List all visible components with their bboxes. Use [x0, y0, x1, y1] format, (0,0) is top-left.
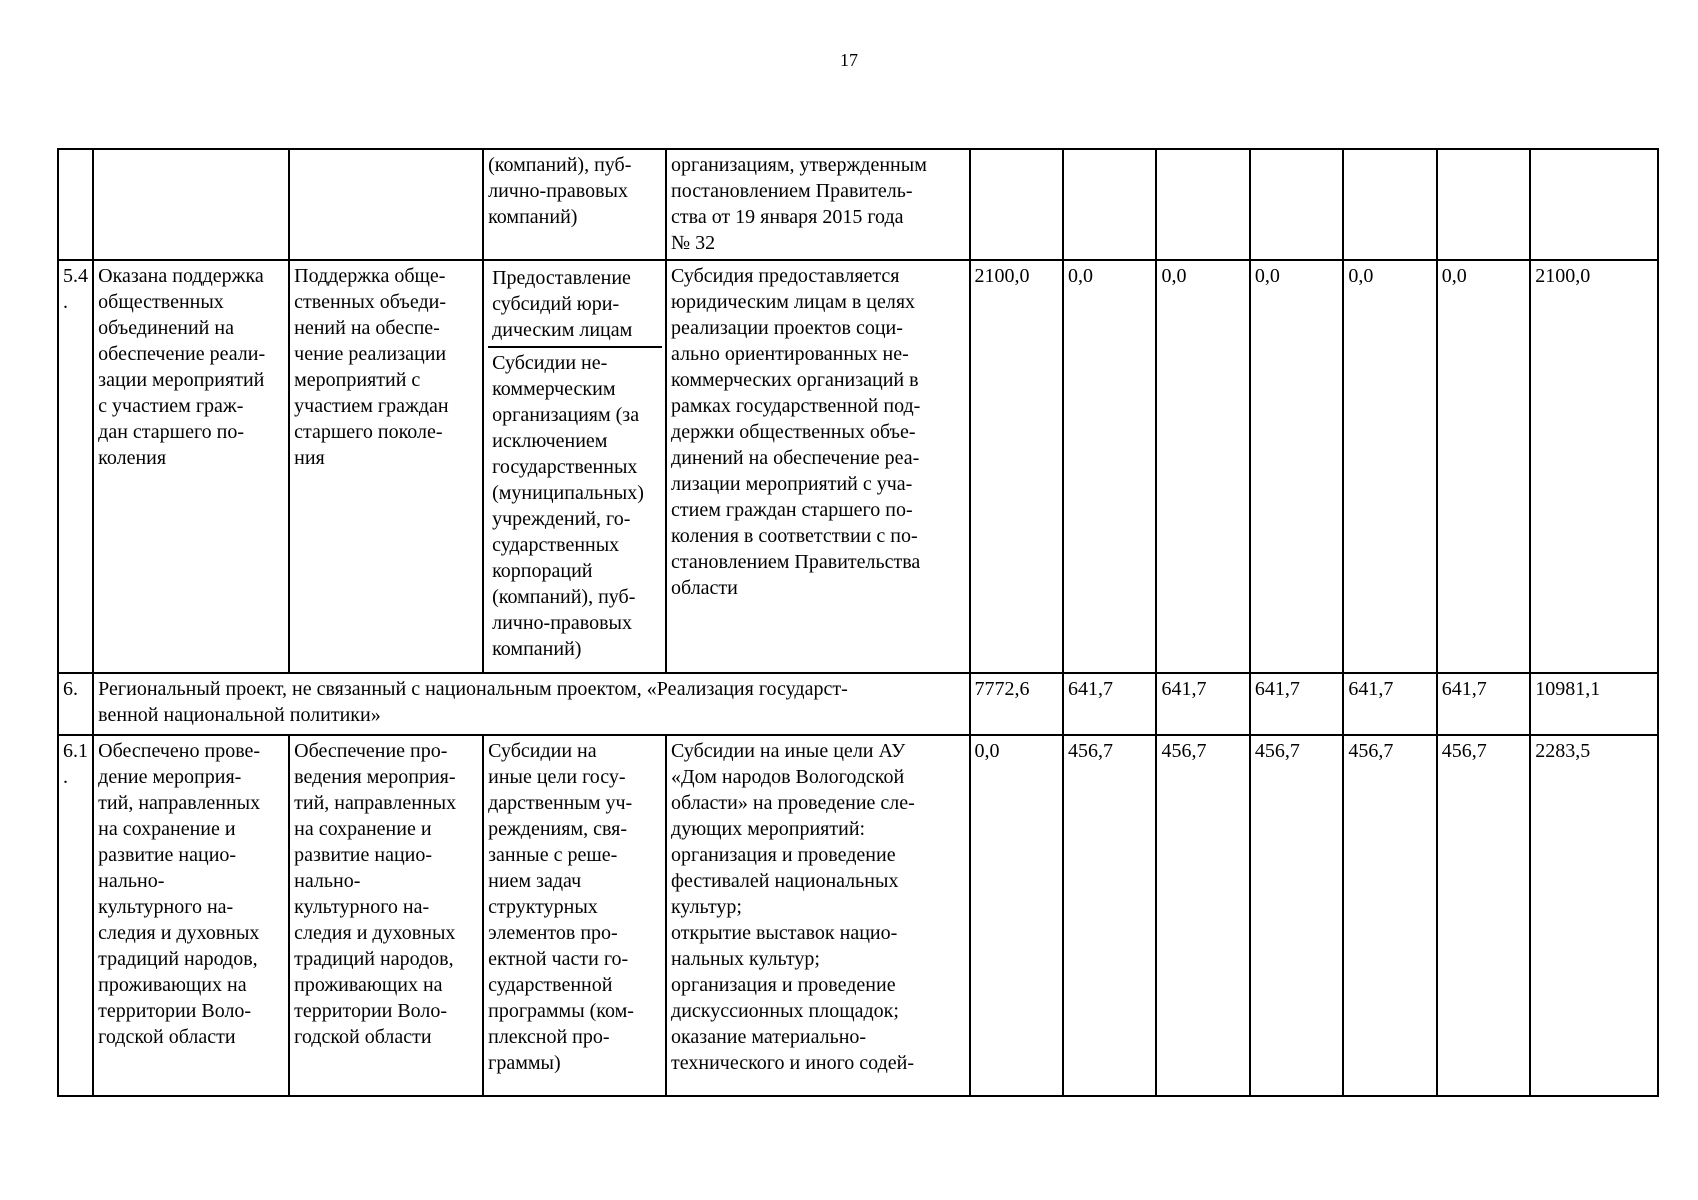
measure-cell: [289, 149, 483, 260]
table-row: [58, 260, 1658, 673]
value-cell: 0,0: [1156, 260, 1249, 673]
description-cell: Субсидии на иные цели АУ «Дом народов Вологодской области» на проведение сле- дующих мероприятий: организация и проведение фестивалей национальных культур; открытие выставок нацио- нальных культур; организация и проведение дискуссионных площадок; оказание материально- технического и иного содей-: [666, 735, 970, 1096]
value-cell: 0,0: [1437, 260, 1530, 673]
total-cell: 10981,1: [1530, 673, 1658, 735]
value-cell: 456,7: [1437, 735, 1530, 1096]
result-cell: [93, 149, 289, 260]
measure-cell: Поддержка обще- ственных объеди- нений на обеспе- чение реализации мероприятий с участием граждан старшего поколе- ния: [289, 260, 483, 673]
row-number: 5.4.: [58, 260, 93, 673]
page-number: 17: [840, 50, 858, 70]
total-cell: 2100,0: [1530, 260, 1658, 673]
value-cell: 2100,0: [970, 260, 1063, 673]
value-cell: 456,7: [1343, 735, 1436, 1096]
value-cell: 456,7: [1063, 735, 1156, 1096]
value-cell: 641,7: [1156, 673, 1249, 735]
value-cell: 0,0: [1250, 260, 1343, 673]
result-cell: Оказана поддержка общественных объединений на обеспечение реали- зации мероприятий с участием граж- дан старшего по- коления: [93, 260, 289, 673]
value-cell: 641,7: [1250, 673, 1343, 735]
direction-subtype: Субсидии не- коммерческим организациям (за исключением государственных (муниципальных) учреждений, го- сударственных корпораций (компаний), пуб- лично-правовых компаний): [492, 352, 644, 660]
value-cell: [970, 149, 1063, 260]
value-cell: 641,7: [1437, 673, 1530, 735]
row-number: 6.1.: [58, 735, 93, 1096]
value-cell: [1250, 149, 1343, 260]
value-cell: [1063, 149, 1156, 260]
direction-cell: [483, 260, 666, 673]
value-cell: 456,7: [1250, 735, 1343, 1096]
row-number: [58, 149, 93, 260]
table-row: [58, 735, 1658, 1096]
table-row: [58, 673, 1658, 735]
result-cell: Обеспечено прове- дение мероприя- тий, направленных на сохранение и развитие нацио- нально- культурного на- следия и духовных традиций народов, проживающих на территории Воло- годской области: [93, 735, 289, 1096]
value-cell: [1156, 149, 1249, 260]
value-cell: 0,0: [970, 735, 1063, 1096]
value-cell: 641,7: [1343, 673, 1436, 735]
value-cell: 641,7: [1063, 673, 1156, 735]
table-row: [58, 149, 1658, 260]
total-cell: [1530, 149, 1658, 260]
measure-cell: Обеспечение про- ведения мероприя- тий, направленных на сохранение и развитие нацио- нально- культурного на- следия и духовных традиций народов, проживающих на территории Воло- годской области: [289, 735, 483, 1096]
direction-type: Предоставление субсидий юри- дическим лицам: [488, 263, 662, 348]
project-title-cell: Региональный проект, не связанный с национальным проектом, «Реализация государст- венной национальной политики»: [93, 673, 969, 735]
value-cell: 456,7: [1156, 735, 1249, 1096]
direction-cell: (компаний), пуб- лично-правовых компаний): [483, 149, 666, 260]
program-table: [57, 148, 1659, 1097]
value-cell: 0,0: [1063, 260, 1156, 673]
value-cell: [1437, 149, 1530, 260]
row-number: 6.: [58, 673, 93, 735]
value-cell: [1343, 149, 1436, 260]
description-cell: организациям, утвержденным постановлением Правитель- ства от 19 января 2015 года № 32: [666, 149, 970, 260]
value-cell: 7772,6: [970, 673, 1063, 735]
value-cell: 0,0: [1343, 260, 1436, 673]
description-cell: Субсидия предоставляется юридическим лицам в целях реализации проектов соци- ально ориентированных не- коммерческих организаций в рамках государственной под- держки общественных объе- динений на обеспечение реа- лизации мероприятий с уча- стием граждан старшего по- коления в соответствии с по- становлением Правительства области: [666, 260, 970, 673]
total-cell: 2283,5: [1530, 735, 1658, 1096]
direction-cell: Субсидии на иные цели госу- дарственным уч- реждениям, свя- занные с реше- нием задач структурных элементов про- ектной части го- сударственной программы (ком- плексной про- граммы): [483, 735, 666, 1096]
